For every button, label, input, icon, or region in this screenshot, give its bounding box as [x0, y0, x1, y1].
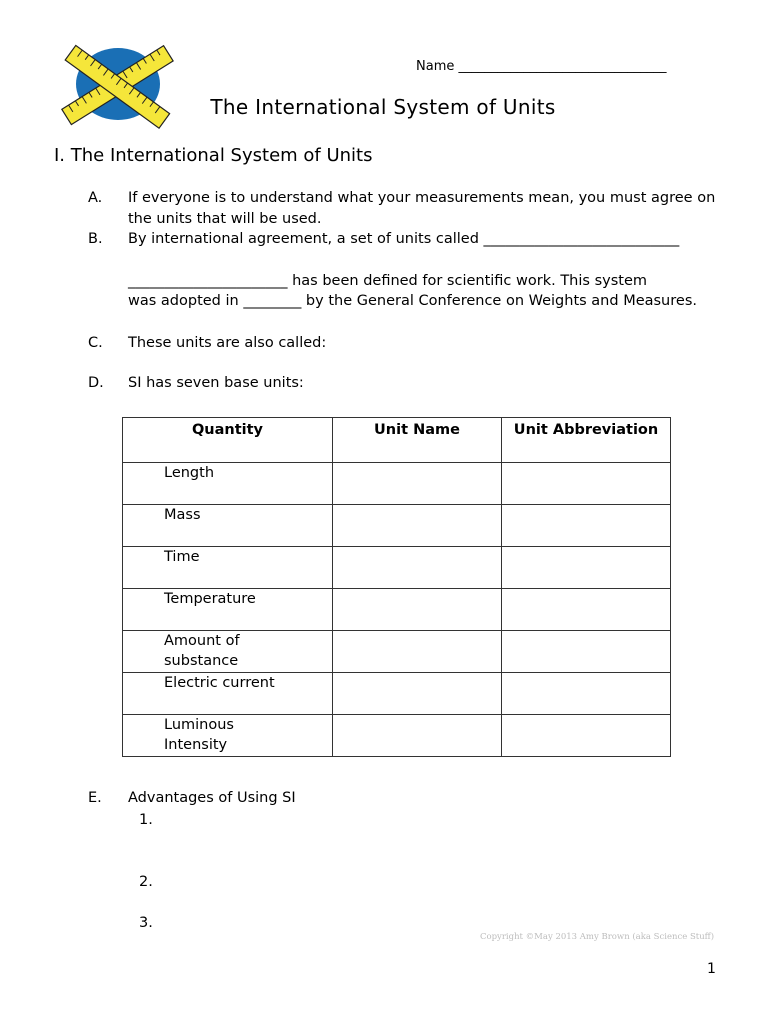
unit-abbreviation-cell[interactable]	[502, 715, 671, 757]
header-quantity: Quantity	[123, 418, 333, 463]
unit-name-cell[interactable]	[333, 505, 502, 547]
table-row	[123, 673, 671, 715]
unit-abbreviation-cell[interactable]	[502, 463, 671, 505]
table-row	[123, 715, 671, 757]
unit-abbreviation-cell[interactable]	[502, 673, 671, 715]
unit-name-cell[interactable]	[333, 631, 502, 673]
rulers-logo-icon	[56, 38, 180, 134]
unit-abbreviation-cell[interactable]	[502, 505, 671, 547]
item-a-line2: the units that will be used.	[128, 211, 322, 227]
item-b-line1[interactable]: By international agreement, a set of units called ___________________________	[128, 231, 680, 247]
item-d-letter: D.	[88, 375, 104, 391]
quantity-cell: Time	[123, 547, 333, 589]
header-unit-name: Unit Name	[333, 418, 502, 463]
item-c-letter: C.	[88, 335, 103, 351]
item-e-text: Advantages of Using SI	[128, 790, 296, 806]
page-title: The International System of Units	[210, 95, 556, 119]
advantage-3-label: 3.	[139, 915, 153, 931]
table-row	[123, 631, 671, 673]
table-header-row	[123, 418, 671, 463]
item-e-letter: E.	[88, 790, 102, 806]
section-heading: I. The International System of Units	[54, 145, 373, 166]
item-b-line2[interactable]: ______________________ has been defined for scientific work. This system	[128, 273, 647, 289]
unit-abbreviation-cell[interactable]	[502, 631, 671, 673]
name-field-label[interactable]: Name ________________________________	[416, 59, 667, 74]
table-row	[123, 505, 671, 547]
advantage-1-label: 1.	[139, 812, 153, 828]
item-d-text: SI has seven base units:	[128, 375, 304, 391]
si-base-units-table	[122, 417, 671, 757]
quantity-cell: Length	[123, 463, 333, 505]
quantity-cell: Electric current	[123, 673, 333, 715]
table-row	[123, 547, 671, 589]
header-unit-abbreviation: Unit Abbreviation	[502, 418, 671, 463]
unit-name-cell[interactable]	[333, 463, 502, 505]
unit-abbreviation-cell[interactable]	[502, 589, 671, 631]
quantity-cell: Luminous Intensity	[123, 715, 333, 757]
copyright-notice: Copyright ©May 2013 Amy Brown (aka Science Stuff)	[480, 932, 715, 942]
unit-name-cell[interactable]	[333, 589, 502, 631]
advantage-2-label: 2.	[139, 874, 153, 890]
unit-name-cell[interactable]	[333, 547, 502, 589]
quantity-cell: Amount of substance	[123, 631, 333, 673]
unit-name-cell[interactable]	[333, 715, 502, 757]
item-a-letter: A.	[88, 190, 103, 206]
table-row	[123, 463, 671, 505]
item-a-line1: If everyone is to understand what your measurements mean, you must agree on	[128, 190, 716, 206]
item-b-letter: B.	[88, 231, 103, 247]
unit-name-cell[interactable]	[333, 673, 502, 715]
page-number: 1	[707, 961, 716, 977]
item-b-line3[interactable]: was adopted in ________ by the General Conference on Weights and Measures.	[128, 293, 697, 309]
table-row	[123, 589, 671, 631]
quantity-cell: Temperature	[123, 589, 333, 631]
quantity-cell: Mass	[123, 505, 333, 547]
unit-abbreviation-cell[interactable]	[502, 547, 671, 589]
item-c-text: These units are also called:	[128, 335, 327, 351]
